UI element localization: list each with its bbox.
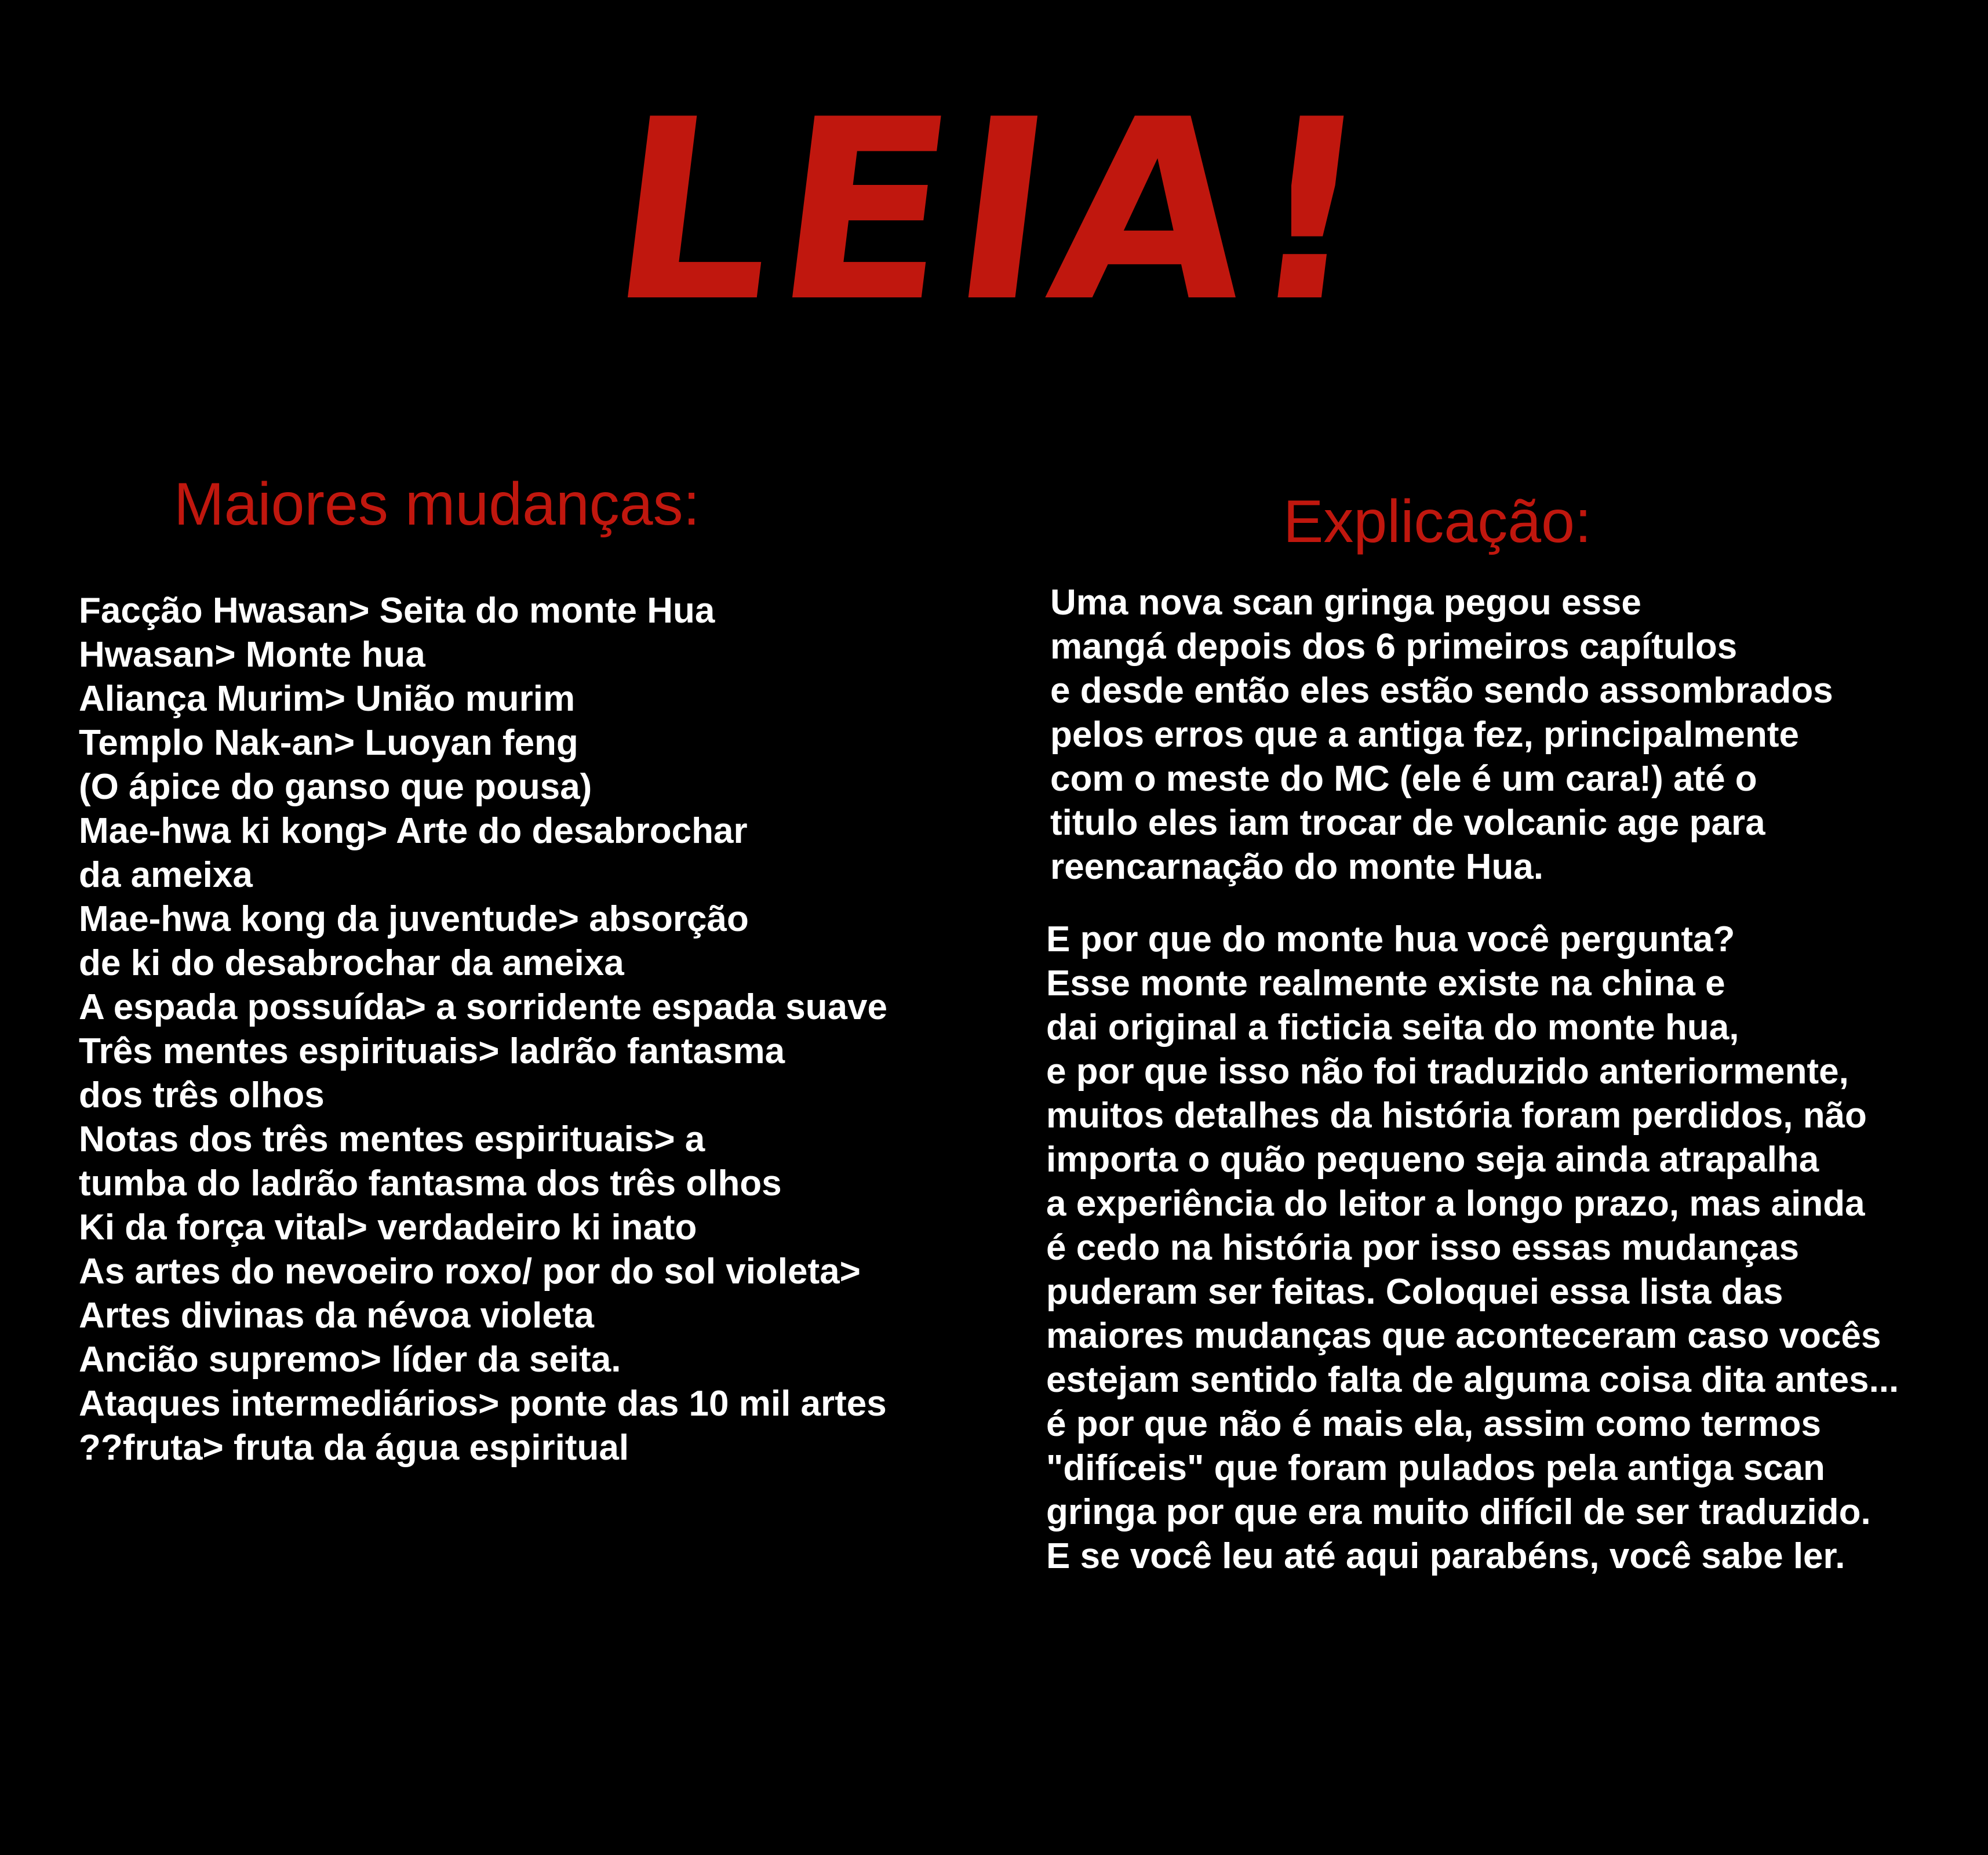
change-item: A espada possuída> a sorridente espada suave xyxy=(79,987,887,1027)
paragraph-line: e desde então eles estão sendo assombrados xyxy=(1050,671,1833,711)
paragraph-line: é cedo na história por isso essas mudanças xyxy=(1046,1228,1800,1268)
change-item: tumba do ladrão fantasma dos três olhos xyxy=(79,1163,782,1203)
paragraph-line: maiores mudanças que aconteceram caso vocês xyxy=(1046,1316,1881,1356)
change-item: Artes divinas da névoa violeta xyxy=(79,1296,595,1336)
explanation-heading: Explicação: xyxy=(1283,488,1592,555)
paragraph-line: titulo eles iam trocar de volcanic age para xyxy=(1050,803,1765,843)
paragraph-line: pelos erros que a antiga fez, principalmente xyxy=(1050,715,1800,755)
change-item: Facção Hwasan> Seita do monte Hua xyxy=(79,591,715,631)
paragraph-line: Uma nova scan gringa pegou esse xyxy=(1050,583,1641,623)
change-item: (O ápice do ganso que pousa) xyxy=(79,767,592,807)
paragraph-line: a experiência do leitor a longo prazo, mas ainda xyxy=(1046,1184,1865,1224)
change-item: Notas dos três mentes espirituais> a xyxy=(79,1119,705,1159)
change-item: da ameixa xyxy=(79,855,253,895)
paragraph-line: E se você leu até aqui parabéns, você sabe ler. xyxy=(1046,1536,1845,1576)
paragraph-line: reencarnação do monte Hua. xyxy=(1050,847,1544,887)
changes-list xyxy=(79,589,887,1470)
paragraph-line: puderam ser feitas. Coloquei essa lista das xyxy=(1046,1272,1783,1312)
paragraph-line: E por que do monte hua você pergunta? xyxy=(1046,919,1735,959)
paragraph-line: "difíceis" que foram pulados pela antiga scan xyxy=(1046,1448,1825,1488)
change-item: Mae-hwa kong da juventude> absorção xyxy=(79,899,749,939)
page-title: LEIA! xyxy=(597,67,1391,357)
paragraph-line: com o meste do MC (ele é um cara!) até o xyxy=(1050,759,1757,799)
changes-heading: Maiores mudanças: xyxy=(174,471,700,538)
change-item: Mae-hwa ki kong> Arte do desabrochar xyxy=(79,811,748,851)
explanation-paragraph-2 xyxy=(1046,918,1899,1578)
change-item: ??fruta> fruta da água espiritual xyxy=(79,1428,629,1468)
explanation-paragraph-1 xyxy=(1050,581,1833,889)
change-item: Ki da força vital> verdadeiro ki inato xyxy=(79,1207,697,1247)
change-item: de ki do desabrochar da ameixa xyxy=(79,943,624,983)
paragraph-line: dai original a ficticia seita do monte hua, xyxy=(1046,1007,1739,1047)
change-item: Ataques intermediários> ponte das 10 mil artes xyxy=(79,1384,887,1424)
paragraph-line: é por que não é mais ela, assim como termos xyxy=(1046,1404,1821,1444)
change-item: Hwasan> Monte hua xyxy=(79,635,425,675)
change-item: Templo Nak-an> Luoyan feng xyxy=(79,723,578,763)
change-item: As artes do nevoeiro roxo/ por do sol violeta> xyxy=(79,1252,861,1292)
paragraph-line: muitos detalhes da história foram perdidos, não xyxy=(1046,1096,1867,1136)
paragraph-line: Esse monte realmente existe na china e xyxy=(1046,963,1725,1003)
change-item: Três mentes espirituais> ladrão fantasma xyxy=(79,1031,785,1071)
change-item: dos três olhos xyxy=(79,1075,325,1115)
paragraph-line: mangá depois dos 6 primeiros capítulos xyxy=(1050,627,1738,667)
paragraph-line: gringa por que era muito difícil de ser traduzido. xyxy=(1046,1492,1871,1532)
paragraph-line: e por que isso não foi traduzido anteriormente, xyxy=(1046,1052,1849,1092)
paragraph-line: estejam sentido falta de alguma coisa dita antes... xyxy=(1046,1360,1899,1400)
change-item: Ancião supremo> líder da seita. xyxy=(79,1340,621,1380)
paragraph-line: importa o quão pequeno seja ainda atrapalha xyxy=(1046,1140,1819,1180)
change-item: Aliança Murim> União murim xyxy=(79,679,576,719)
